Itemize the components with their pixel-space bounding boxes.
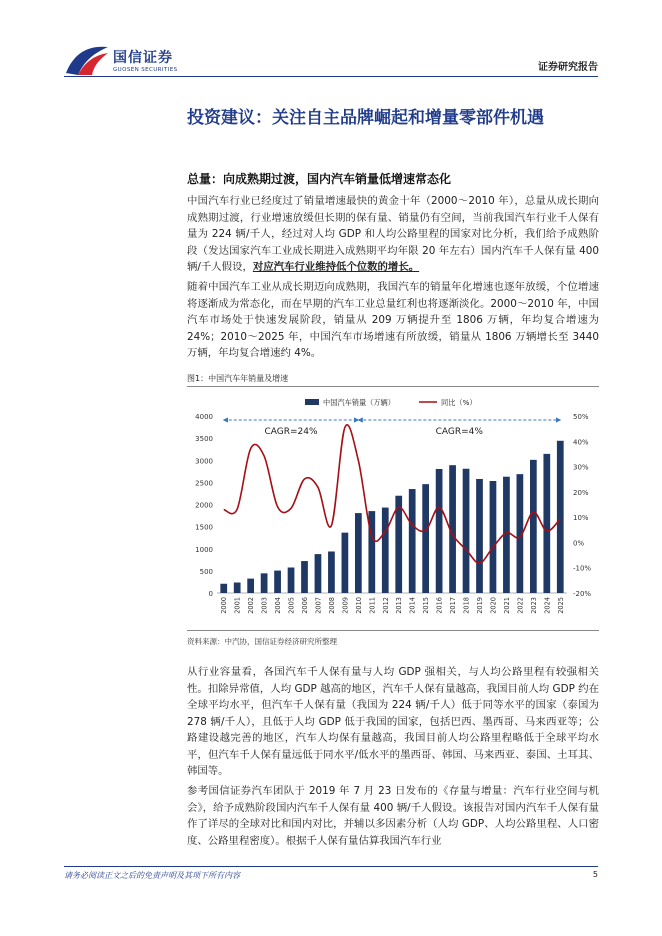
- disclaimer-note: 请务必阅读正文之后的免责声明及其项下所有内容: [64, 871, 240, 880]
- legend-bar-swatch: [305, 399, 319, 405]
- x-tick-label: 2009: [341, 597, 350, 614]
- x-tick-label: 2014: [408, 597, 417, 614]
- legend-bar-label: 中国汽车销量（万辆）: [323, 398, 395, 407]
- sales-bar: [288, 568, 295, 593]
- company-logo: [64, 43, 184, 79]
- sales-bar: [220, 584, 227, 593]
- x-tick-label: 2018: [462, 597, 471, 614]
- sales-bar: [409, 489, 416, 593]
- header-divider: [64, 76, 598, 77]
- paragraph-1: [187, 193, 599, 276]
- x-tick-label: 2025: [556, 597, 565, 614]
- y-right-tick-label: -20%: [573, 590, 592, 598]
- x-tick-label: 2013: [395, 597, 404, 614]
- y-right-tick-label: 40%: [573, 438, 589, 447]
- x-tick-label: 2006: [301, 597, 309, 614]
- report-type-label: 证券研究报告: [538, 62, 598, 73]
- x-tick-label: 2001: [233, 597, 242, 614]
- y-left-tick-label: 2000: [195, 501, 213, 510]
- sales-bar: [234, 583, 241, 593]
- sales-bar: [261, 573, 268, 593]
- x-tick-label: 2007: [314, 597, 323, 614]
- sales-bar: [301, 561, 308, 593]
- sales-bar: [247, 579, 254, 593]
- x-tick-label: 2019: [476, 597, 484, 614]
- y-right-tick-label: 0%: [573, 539, 585, 548]
- legend-line-label: 同比（%）: [441, 398, 477, 407]
- sales-growth-chart: [187, 392, 599, 627]
- x-tick-label: 2021: [502, 597, 511, 614]
- sales-bar: [315, 554, 322, 593]
- sales-bar: [490, 481, 497, 593]
- x-tick-label: 2003: [260, 597, 269, 614]
- x-tick-label: 2010: [354, 597, 363, 614]
- y-right-tick-label: 30%: [573, 463, 589, 472]
- page-header: [0, 0, 662, 80]
- y-left-tick-label: 1000: [195, 545, 213, 554]
- y-right-tick-label: 20%: [573, 488, 589, 497]
- y-right-tick-label: 50%: [573, 413, 589, 421]
- guosen-logo-icon: [64, 43, 110, 77]
- sales-bar: [328, 551, 335, 593]
- x-tick-label: 2002: [247, 597, 256, 614]
- figure-top-rule: [187, 386, 599, 387]
- x-tick-label: 2004: [274, 597, 283, 614]
- paragraph-3: 从行业容量看，各国汽车千人保有量与人均 GDP 强相关，与人均公路里程有较强相关性。扣除异常值，人均 GDP 越高的地区，汽车千人保有量越高，我国目前人均 GDP 约在全球平均水平，但汽车千人保有量（我国为 224 辆/千人）低于同等水平的国家（泰国为 278 辆/千人），且低于人均 GDP 低于我国的国家，包括巴西、墨西哥、马来西亚等；公路建设越完善的地区，汽车人均保有量越高，我国目前人均公路里程略低于全球平均水平，但汽车千人保有量远低于同水平/低水平的墨西哥、韩国、马来西亚、泰国、土耳其、韩国等。: [187, 666, 599, 777]
- sales-bar: [382, 508, 389, 593]
- paragraph-4: 参考国信证券汽车团队于 2019 年 7 月 23 日发布的《存量与增量：汽车行业空间与机会》，给予成熟阶段国内汽车千人保有量 400 辆/千人假设。该报告对国内汽车千人保有量作了详尽的全球对比和国内对比，并辅以多因素分析（人均 GDP、人均公路里程、人口密度、公路里程密度）。根据千人保有量估算我国汽车行业: [187, 785, 599, 847]
- x-tick-label: 2023: [529, 597, 538, 614]
- y-left-tick-label: 0: [208, 590, 213, 598]
- sales-bar: [476, 479, 483, 593]
- x-tick-label: 2022: [516, 597, 525, 614]
- section-title: 投资建议：关注自主品牌崛起和增量零部件机遇: [187, 108, 544, 128]
- sales-bar: [342, 533, 349, 593]
- sales-bar: [530, 460, 537, 593]
- x-tick-label: 2024: [543, 597, 552, 614]
- paragraph-2: 随着中国汽车工业从成长期迈向成熟期，我国汽车的销量年化增速也逐年放缓，个位增速将逐渐成为常态化，而在早期的汽车工业总量红利也将逐渐淡化。2000～2010 年，中国汽车市场处于快速发展阶段，销量从 209 万辆提升至 1806 万辆，年均复合增速为 24%；2010～2025 年，中国汽车市场增速有所放缓，销量从 1806 万辆增长至 3440 万辆，年均复合增速约 4%。: [187, 281, 599, 359]
- x-tick-label: 2008: [327, 597, 336, 614]
- x-tick-label: 2000: [220, 597, 229, 614]
- y-left-tick-label: 3500: [195, 435, 213, 444]
- y-left-tick-label: 1500: [195, 523, 213, 532]
- sales-bar: [422, 484, 429, 593]
- x-tick-label: 2012: [381, 597, 390, 614]
- y-left-tick-label: 3000: [195, 457, 213, 466]
- logo-chinese-name: 国信证券: [113, 50, 173, 66]
- figure-title: 图1：中国汽车年销量及增速: [187, 374, 289, 383]
- x-tick-label: 2017: [449, 597, 458, 614]
- sales-bar: [557, 441, 564, 593]
- sales-bar: [355, 513, 362, 593]
- x-tick-label: 2020: [489, 597, 498, 614]
- footer-divider: [64, 866, 598, 867]
- x-tick-label: 2015: [422, 597, 431, 614]
- cagr-label: CAGR=24%: [264, 427, 318, 437]
- logo-english-name: GUOSEN SECURITIES: [113, 67, 178, 73]
- sales-bar: [436, 469, 443, 593]
- sales-bar: [274, 571, 281, 593]
- x-tick-label: 2005: [287, 597, 296, 614]
- y-left-tick-label: 4000: [195, 413, 213, 421]
- y-right-tick-label: 10%: [573, 514, 589, 523]
- y-right-tick-label: -10%: [573, 564, 592, 573]
- page-number: 5: [592, 870, 598, 879]
- x-tick-label: 2011: [368, 597, 377, 614]
- y-left-tick-label: 500: [199, 567, 213, 576]
- y-left-tick-label: 2500: [195, 479, 213, 488]
- figure-bottom-rule: [187, 630, 599, 631]
- sales-bar: [543, 454, 550, 593]
- cagr-label: CAGR=4%: [435, 427, 483, 437]
- figure-source: 资料来源：中汽协，国信证券经济研究所整理: [187, 637, 337, 646]
- section-subtitle: 总量：向成熟期过渡，国内汽车销量低增速常态化: [187, 172, 452, 186]
- x-tick-label: 2016: [435, 597, 444, 614]
- paragraph-1-text: 中国汽车行业已经度过了销量增速最快的黄金十年（2000～2010 年），总量从成长期向成熟期过渡，行业增速放缓但长期的保有量、销量仍有空间，当前我国汽车行业千人保有量为 224 辆/千人，经过对人均 GDP 和人均公路里程的国家对比分析，我们给予成熟阶段（发达国家汽车工业成长期进入成熟期平均年限 20 年左右）国内汽车千人保有量 400 辆/千人假设，: [187, 195, 599, 273]
- paragraph-1-emphasis: 对应汽车行业维持低个位数的增长。: [252, 261, 420, 273]
- sales-bar: [463, 469, 470, 593]
